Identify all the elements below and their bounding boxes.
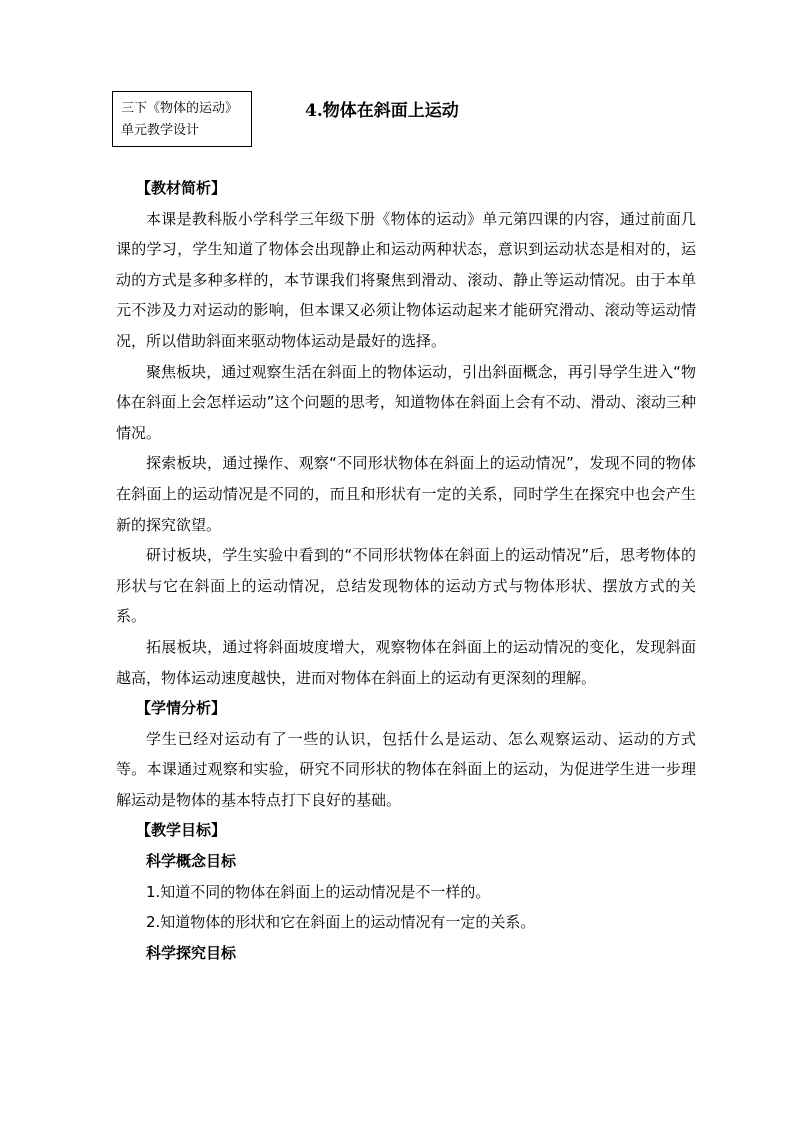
paragraph: 探索板块，通过操作、观察“不同形状物体在斜面上的运动情况”，发现不同的物体在斜面上的运动情况是不同的，而且和形状有一定的关系，同时学生在探究中也会产生新的探究欲望。 xyxy=(116,454,696,534)
section-heading-learner: 【学情分析】 xyxy=(136,699,227,718)
unit-label-box xyxy=(112,91,252,147)
document-body xyxy=(116,173,696,968)
goal-item: 1.知道不同的物体在斜面上的运动情况是不一样的。 xyxy=(146,882,491,901)
section-heading-goals: 【教学目标】 xyxy=(136,821,227,840)
section-heading-material: 【教材简析】 xyxy=(136,179,227,197)
paragraph: 本课是教科版小学科学三年级下册《物体的运动》单元第四课的内容，通过前面几课的学习，学生知道了物体会出现静止和运动两种状态，意识到运动状态是相对的，运动的方式是多种多样的，本节课我们将聚焦到滑动、滚动、静止等运动情况。由于本单元不涉及力对运动的影响，但本课又必须让物体运动起来才能研究滑动、滚动等运动情况，所以借助斜面来驱动物体运动是最好的选择。 xyxy=(116,209,696,350)
paragraph: 拓展板块，通过将斜面坡度增大，观察物体在斜面上的运动情况的变化，发现斜面越高，物体运动速度越快，进而对物体在斜面上的运动有更深刻的理解。 xyxy=(116,637,696,687)
goal-item: 2.知道物体的形状和它在斜面上的运动情况有一定的关系。 xyxy=(146,913,536,932)
subheading-concept-goals: 科学概念目标 xyxy=(146,852,237,871)
subheading-inquiry-goals: 科学探究目标 xyxy=(146,943,237,962)
paragraph: 研讨板块，学生实验中看到的“不同形状物体在斜面上的运动情况”后，思考物体的形状与它在斜面上的运动情况，总结发现物体的运动方式与物体形状、摆放方式的关系。 xyxy=(116,546,696,626)
paragraph: 聚焦板块，通过观察生活在斜面上的物体运动，引出斜面概念，再引导学生进入“物体在斜面上会怎样运动”这个问题的思考，知道物体在斜面上会有不动、滑动、滚动三种情况。 xyxy=(116,362,696,442)
unit-label-line1: 三下《物体的运动》 xyxy=(121,101,239,116)
page-title: 4.物体在斜面上运动 xyxy=(305,101,459,121)
unit-label-line2: 单元教学设计 xyxy=(121,123,200,138)
paragraph: 学生已经对运动有了一些的认识，包括什么是运动、怎么观察运动、运动的方式等。本课通过观察和实验，研究不同形状的物体在斜面上的运动，为促进学生进一步理解运动是物体的基本特点打下良好的基础。 xyxy=(116,729,696,809)
